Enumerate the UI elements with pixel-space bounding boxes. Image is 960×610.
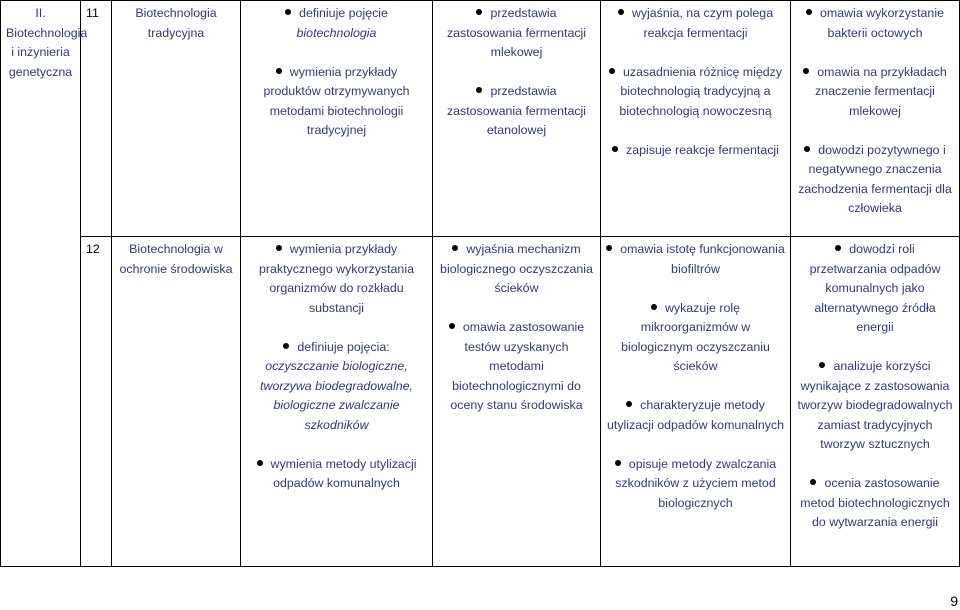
bullet-icon	[476, 9, 482, 15]
bullet-icon	[257, 460, 263, 466]
bullet-icon	[606, 245, 612, 251]
bullet-icon	[283, 343, 289, 349]
list-item: definiuje pojęcie biotechnologia	[246, 4, 427, 43]
list-item: dowodzi pozytywnego i negatywnego znaczenia zachodzenia fermentacji dla człowieka	[798, 142, 952, 215]
requirements-col3	[601, 1, 791, 237]
bullet-icon	[806, 9, 812, 15]
bullet-icon	[810, 479, 816, 485]
table-row	[1, 237, 960, 567]
list-item: omawia wykorzystanie bakterii octowych	[796, 4, 954, 43]
table-row	[1, 1, 960, 237]
list-item: przedstawia zastosowania fermentacji etanolowej	[446, 84, 587, 137]
requirements-col1	[241, 1, 433, 237]
lesson-number: 12	[81, 237, 112, 567]
list-item: opisuje metody zwalczania szkodników z użyciem metod biologicznych	[615, 456, 777, 510]
bullet-icon	[449, 323, 455, 329]
list-item: omawia istotę funkcjonowania biofiltrów	[606, 240, 785, 279]
list-item: dowodzi roli przetwarzania odpadów komunalnych jako alternatywnego źródła energii	[809, 242, 941, 334]
bullet-icon	[626, 401, 632, 407]
list-item: uzasadnienia różnicę między biotechnologią tradycyjną a biotechnologią nowoczesną	[606, 63, 785, 122]
bullet-icon	[804, 146, 810, 152]
lesson-topic: Biotechnologia tradycyjna	[112, 1, 241, 237]
requirements-col2	[433, 237, 601, 567]
list-item: omawia zastosowanie testów uzyskanych metodami biotechnologicznymi do oceny stanu środowiska	[450, 320, 585, 412]
lesson-number: 11	[81, 1, 112, 237]
department-cell	[1, 1, 88, 567]
list-item: analizuje korzyści wynikające z zastosowania tworzyw biodegradowalnych zamiast tradycyjnych tworzyw sztucznych	[797, 359, 953, 451]
list-item: charakteryzuje metody utylizacji odpadów komunalnych	[606, 398, 784, 432]
requirements-col2	[433, 1, 601, 237]
bullet-icon	[618, 9, 624, 15]
bullet-icon	[476, 87, 482, 93]
page-number: 9	[950, 593, 958, 609]
bullet-icon	[835, 245, 841, 251]
department-label: II. Biotechnologia i inżynieria genetyczna	[6, 6, 88, 79]
list-item: wyjaśnia mechanizm biologicznego oczyszczania ścieków	[440, 242, 593, 295]
bullet-icon	[651, 304, 657, 310]
bullet-icon	[452, 245, 458, 251]
list-item: wymienia przykłady praktycznego wykorzystania organizmów do rozkładu substancji	[259, 242, 414, 315]
bullet-icon	[276, 68, 282, 74]
lesson-topic: Biotechnologia w ochronie środowiska	[112, 237, 241, 567]
bullet-icon	[276, 245, 282, 251]
requirements-col1	[241, 237, 433, 567]
bullet-icon	[612, 146, 618, 152]
list-item: zapisuje reakcje fermentacji	[606, 141, 785, 161]
list-item: omawia na przykładach znaczenie fermentacji mlekowej	[796, 63, 954, 122]
list-item: wymienia metody utylizacji odpadów komunalnych	[246, 455, 427, 494]
list-item: wymienia przykłady produktów otrzymywanych metodami biotechnologii tradycyjnej	[263, 64, 410, 137]
list-item: definiuje pojęcia: oczyszczanie biologiczne, tworzywa biodegradowalne, biologiczne zwalczanie szkodników	[260, 339, 413, 432]
list-item: przedstawia zastosowania fermentacji mlekowej	[446, 6, 587, 59]
list-item: wykazuje rolę mikroorganizmów w biologicznym oczyszczaniu ścieków	[621, 300, 770, 373]
bullet-icon	[803, 68, 809, 74]
bullet-icon	[615, 460, 621, 466]
list-item: wyjaśnia, na czym polega reakcja fermentacji	[606, 4, 785, 43]
bullet-icon	[285, 9, 291, 15]
requirements-col4	[791, 1, 960, 237]
requirements-col3	[601, 237, 791, 567]
bullet-icon	[609, 68, 615, 74]
list-item: ocenia zastosowanie metod biotechnologicznych do wytwarzania energii	[800, 476, 950, 529]
bullet-icon	[819, 362, 825, 368]
requirements-col4	[791, 237, 960, 567]
